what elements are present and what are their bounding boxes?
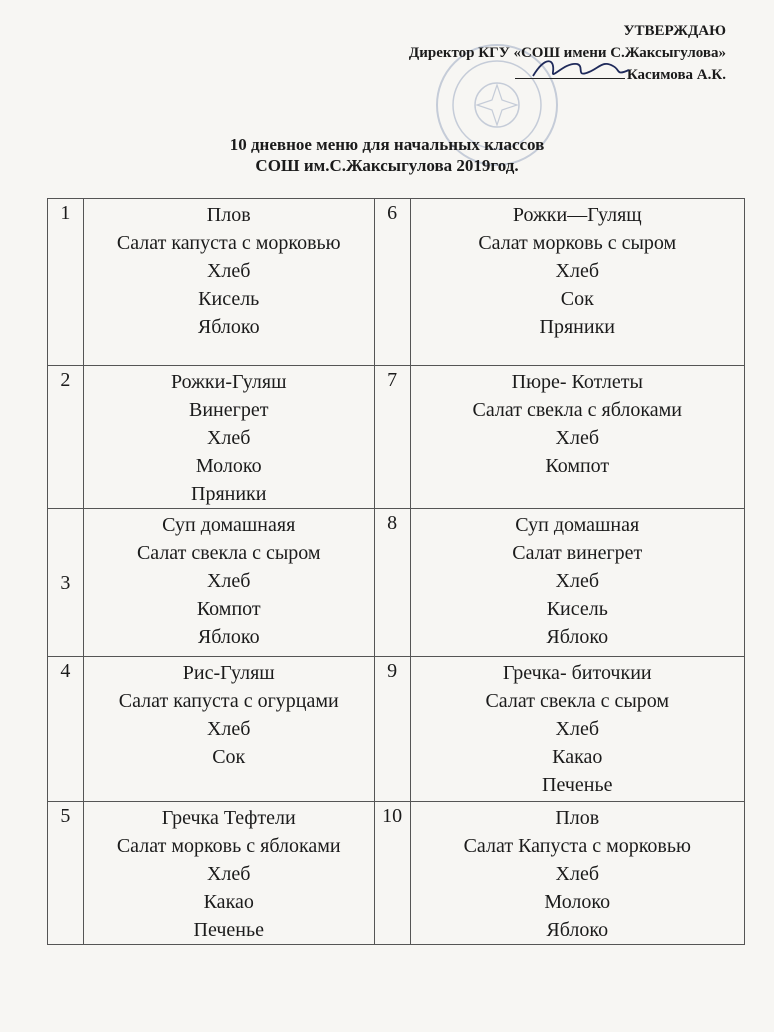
day-number: 9	[374, 657, 410, 802]
day-menu-cell	[83, 657, 374, 802]
day-number: 1	[48, 199, 84, 366]
menu-item: Салат винегрет	[512, 542, 643, 564]
menu-item: Пряники	[539, 316, 615, 338]
menu-item: Пряники	[191, 483, 267, 505]
document-title-line1: 10 дневное меню для начальных классов	[229, 135, 545, 154]
menu-item: Молоко	[544, 891, 611, 913]
menu-item: Печенье	[542, 774, 613, 796]
menu-item: Кисель	[198, 288, 260, 310]
menu-item: Печенье	[193, 919, 264, 941]
day-number: 8	[374, 509, 410, 657]
day-number: 6	[374, 199, 410, 366]
menu-item: Хлеб	[206, 427, 251, 449]
menu-item: Кисель	[546, 598, 608, 620]
menu-item: Молоко	[195, 455, 262, 477]
approval-block	[409, 20, 726, 86]
document-title	[0, 134, 774, 176]
day-menu-cell	[410, 802, 744, 945]
menu-item: Хлеб	[206, 570, 251, 592]
menu-row	[48, 199, 745, 366]
menu-item: Гречка- биточкии	[502, 662, 652, 684]
day-menu-cell	[83, 366, 374, 509]
menu-item: Компот	[196, 598, 261, 620]
menu-item: Хлеб	[555, 427, 599, 449]
menu-item: Плов	[206, 204, 251, 226]
approval-signature-line	[409, 64, 726, 86]
menu-item: Яблоко	[197, 626, 260, 648]
menu-item: Сок	[560, 288, 594, 310]
menu-item: Яблоко	[546, 919, 609, 941]
menu-item: Хлеб	[555, 570, 599, 592]
menu-item: Пюре- Котлеты	[511, 371, 643, 393]
approval-heading: УТВЕРЖДАЮ	[623, 23, 726, 39]
day-menu-cell	[410, 366, 744, 509]
day-menu-cell	[83, 802, 374, 945]
day-number: 2	[48, 366, 84, 509]
menu-item: Яблоко	[197, 316, 260, 338]
day-number: 7	[374, 366, 410, 509]
day-menu-cell	[410, 509, 744, 657]
handwritten-signature	[525, 54, 635, 84]
menu-table	[47, 198, 745, 945]
menu-item: Хлеб	[206, 863, 251, 885]
menu-row	[48, 509, 745, 657]
day-number: 3	[48, 509, 84, 657]
day-menu-cell	[410, 199, 744, 366]
menu-item: Салат свекла с сыром	[485, 690, 670, 712]
menu-item: Яблоко	[546, 626, 609, 648]
menu-item: Хлеб	[555, 863, 599, 885]
menu-item: Компот	[545, 455, 610, 477]
day-number: 5	[48, 802, 84, 945]
day-number: 4	[48, 657, 84, 802]
menu-item: Рожки-Гуляш	[170, 371, 287, 393]
menu-item: Салат капуста с огурцами	[118, 690, 339, 712]
approval-position: Директор КГУ «СОШ имени С.Жаксыгулова»	[408, 45, 726, 61]
menu-item: Сок	[212, 746, 246, 768]
signature-underline	[515, 64, 625, 79]
approval-signatory: Касимова А.К.	[626, 67, 726, 83]
menu-item: Рис-Гуляш	[182, 662, 275, 684]
menu-item: Какао	[203, 891, 254, 913]
menu-item: Суп домашная	[515, 514, 640, 536]
menu-item: Хлеб	[555, 260, 599, 282]
menu-item: Винегрет	[189, 399, 269, 421]
document-title-line2: СОШ им.С.Жаксыгулова 2019год.	[255, 156, 519, 175]
menu-item: Хлеб	[555, 718, 599, 740]
menu-item: Салат свекла с яблоками	[472, 399, 683, 421]
menu-row	[48, 366, 745, 509]
menu-item: Салат капуста с морковью	[116, 232, 341, 254]
menu-item: Какао	[552, 746, 603, 768]
day-menu-cell	[410, 657, 744, 802]
menu-item: Хлеб	[206, 260, 251, 282]
menu-item: Суп домашнаяя	[162, 514, 296, 536]
menu-row	[48, 657, 745, 802]
menu-item: Рожки—Гулящ	[512, 204, 642, 226]
day-menu-cell	[83, 199, 374, 366]
menu-item: Салат морковь с яблоками	[116, 835, 341, 857]
day-number: 10	[374, 802, 410, 945]
menu-item: Гречка Тефтели	[161, 807, 296, 829]
menu-item: Салат свекла с сыром	[136, 542, 321, 564]
day-menu-cell	[83, 509, 374, 657]
menu-item: Салат морковь с сыром	[478, 232, 677, 254]
menu-item: Хлеб	[206, 718, 251, 740]
menu-item: Плов	[555, 807, 600, 829]
menu-row	[48, 802, 745, 945]
menu-item: Салат Капуста с морковью	[463, 835, 691, 857]
